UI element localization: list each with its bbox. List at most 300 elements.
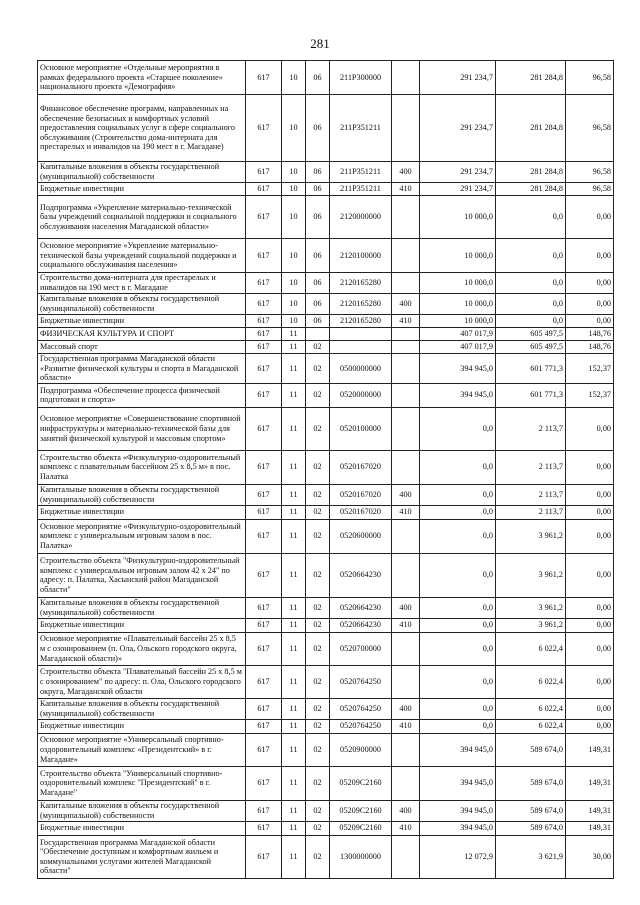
cell-rz: 10 — [282, 294, 306, 315]
cell-csr: 0520764250 — [330, 719, 392, 733]
row-name: Строительство дома-интерната для престарелых и инвалидов на 190 мест в г. Магадане — [38, 273, 246, 294]
cell-ved: 617 — [246, 505, 282, 519]
cell-actual-amount: 589 674,0 — [496, 766, 566, 800]
cell-csr: 211P351211 — [330, 183, 392, 196]
cell-percent: 152,37 — [566, 354, 614, 384]
cell-percent: 0,00 — [566, 315, 614, 328]
cell-pr: 02 — [306, 407, 330, 450]
cell-ved: 617 — [246, 719, 282, 733]
cell-rz: 11 — [282, 766, 306, 800]
table-row — [38, 800, 614, 821]
cell-percent: 152,37 — [566, 383, 614, 407]
cell-ved: 617 — [246, 519, 282, 553]
cell-csr: 0520167020 — [330, 505, 392, 519]
cell-plan-amount: 0,0 — [420, 618, 496, 632]
cell-plan-amount: 10 000,0 — [420, 239, 496, 273]
cell-percent: 0,00 — [566, 294, 614, 315]
cell-percent: 96,58 — [566, 183, 614, 196]
cell-vr — [392, 766, 420, 800]
row-name: Капитальные вложения в объекты государственной (муниципальной) собственности — [38, 162, 246, 183]
row-name: Строительство объекта "Физкультурно-оздоровительный комплекс с универсальным игровым залом 42 х 24" по адресу: п. Палатка, Хасынский район Магаданской области" — [38, 553, 246, 597]
cell-plan-amount: 0,0 — [420, 407, 496, 450]
cell-plan-amount: 0,0 — [420, 719, 496, 733]
cell-percent: 0,00 — [566, 665, 614, 698]
cell-rz: 11 — [282, 505, 306, 519]
table-row — [38, 196, 614, 239]
cell-rz: 11 — [282, 354, 306, 384]
table-row — [38, 273, 614, 294]
cell-ved: 617 — [246, 328, 282, 341]
cell-pr: 02 — [306, 383, 330, 407]
cell-csr: 2120165280 — [330, 273, 392, 294]
cell-actual-amount: 0,0 — [496, 315, 566, 328]
cell-csr: 0520167020 — [330, 484, 392, 505]
cell-rz: 10 — [282, 95, 306, 162]
row-name: Капитальные вложения в объекты государственной (муниципальной) собственности — [38, 597, 246, 618]
cell-ved: 617 — [246, 597, 282, 618]
cell-vr — [392, 273, 420, 294]
cell-plan-amount: 10 000,0 — [420, 315, 496, 328]
cell-pr: 02 — [306, 665, 330, 698]
cell-percent: 30,00 — [566, 835, 614, 878]
table-row — [38, 553, 614, 597]
cell-actual-amount: 6 022,4 — [496, 665, 566, 698]
cell-percent: 149,31 — [566, 766, 614, 800]
cell-pr: 02 — [306, 505, 330, 519]
cell-rz: 11 — [282, 484, 306, 505]
cell-csr: 211P351211 — [330, 162, 392, 183]
table-row — [38, 354, 614, 384]
cell-csr — [330, 328, 392, 341]
cell-pr: 02 — [306, 484, 330, 505]
cell-actual-amount: 3 961,2 — [496, 618, 566, 632]
cell-ved: 617 — [246, 632, 282, 665]
cell-vr — [392, 196, 420, 239]
cell-vr — [392, 341, 420, 354]
cell-csr: 0520600000 — [330, 519, 392, 553]
cell-ved: 617 — [246, 450, 282, 484]
table-row — [38, 484, 614, 505]
table-row — [38, 519, 614, 553]
cell-pr: 06 — [306, 196, 330, 239]
cell-csr: 0520700000 — [330, 632, 392, 665]
cell-ved: 617 — [246, 315, 282, 328]
cell-csr: 0500000000 — [330, 354, 392, 384]
table-row — [38, 719, 614, 733]
cell-csr: 2120165280 — [330, 315, 392, 328]
table-row — [38, 632, 614, 665]
cell-rz: 11 — [282, 519, 306, 553]
cell-csr: 0520764250 — [330, 665, 392, 698]
cell-rz: 11 — [282, 632, 306, 665]
cell-plan-amount: 291 234,7 — [420, 61, 496, 95]
cell-vr: 400 — [392, 698, 420, 719]
cell-percent: 96,58 — [566, 162, 614, 183]
cell-actual-amount: 3 961,2 — [496, 553, 566, 597]
cell-ved: 617 — [246, 618, 282, 632]
cell-csr: 0520167020 — [330, 450, 392, 484]
cell-pr: 02 — [306, 519, 330, 553]
table-row — [38, 766, 614, 800]
cell-ved: 617 — [246, 196, 282, 239]
cell-ved: 617 — [246, 239, 282, 273]
table-row — [38, 95, 614, 162]
cell-percent: 0,00 — [566, 618, 614, 632]
cell-actual-amount: 281 284,8 — [496, 162, 566, 183]
row-name: Капитальные вложения в объекты государственной (муниципальной) собственности — [38, 294, 246, 315]
row-name: Подпрограмма «Обеспечение процесса физической подготовки и спорта» — [38, 383, 246, 407]
cell-percent: 0,00 — [566, 484, 614, 505]
cell-ved: 617 — [246, 766, 282, 800]
cell-percent: 0,00 — [566, 273, 614, 294]
cell-plan-amount: 291 234,7 — [420, 95, 496, 162]
row-name: Государственная программа Магаданской области "Обеспечение доступным и комфортным жильем и коммунальными услугами жителей Магаданской области" — [38, 835, 246, 878]
cell-percent: 149,31 — [566, 800, 614, 821]
cell-csr: 0520100000 — [330, 407, 392, 450]
cell-vr — [392, 407, 420, 450]
cell-pr: 06 — [306, 95, 330, 162]
row-name: Основное мероприятие «Отдельные мероприятия в рамках федерального проекта «Старшее поколение» национального проекта «Демография» — [38, 61, 246, 95]
cell-csr: 05209С2160 — [330, 766, 392, 800]
cell-pr: 02 — [306, 766, 330, 800]
cell-percent: 0,00 — [566, 597, 614, 618]
cell-actual-amount: 0,0 — [496, 294, 566, 315]
cell-plan-amount: 394 945,0 — [420, 383, 496, 407]
table-row — [38, 315, 614, 328]
table-row — [38, 183, 614, 196]
row-name: Основное мероприятие «Физкультурно-оздоровительный комплекс с универсальным игровым залом в пос. Палатка» — [38, 519, 246, 553]
cell-vr — [392, 519, 420, 553]
cell-csr: 211P300000 — [330, 61, 392, 95]
row-name: Бюджетные инвестиции — [38, 821, 246, 835]
row-name: Основное мероприятие «Универсальный спортивно-оздоровительный комплекс «Президентский» в г. Магадане» — [38, 733, 246, 766]
cell-actual-amount: 2 113,7 — [496, 450, 566, 484]
cell-actual-amount: 0,0 — [496, 239, 566, 273]
cell-pr: 06 — [306, 239, 330, 273]
cell-ved: 617 — [246, 800, 282, 821]
cell-ved: 617 — [246, 484, 282, 505]
cell-rz: 11 — [282, 698, 306, 719]
cell-vr — [392, 383, 420, 407]
cell-actual-amount: 3 961,2 — [496, 597, 566, 618]
cell-rz: 11 — [282, 597, 306, 618]
cell-vr — [392, 95, 420, 162]
row-name: ФИЗИЧЕСКАЯ КУЛЬТУРА И СПОРТ — [38, 328, 246, 341]
cell-rz: 11 — [282, 328, 306, 341]
cell-ved: 617 — [246, 553, 282, 597]
cell-actual-amount: 2 113,7 — [496, 484, 566, 505]
cell-ved: 617 — [246, 821, 282, 835]
cell-vr: 400 — [392, 800, 420, 821]
cell-pr: 02 — [306, 597, 330, 618]
table-row — [38, 618, 614, 632]
cell-vr — [392, 328, 420, 341]
cell-plan-amount: 394 945,0 — [420, 821, 496, 835]
cell-percent: 148,76 — [566, 328, 614, 341]
cell-plan-amount: 291 234,7 — [420, 183, 496, 196]
cell-ved: 617 — [246, 354, 282, 384]
cell-plan-amount: 10 000,0 — [420, 196, 496, 239]
cell-csr: 0520664230 — [330, 597, 392, 618]
cell-vr: 410 — [392, 821, 420, 835]
cell-plan-amount: 407 017,9 — [420, 341, 496, 354]
cell-actual-amount: 0,0 — [496, 196, 566, 239]
cell-rz: 11 — [282, 407, 306, 450]
table-row — [38, 61, 614, 95]
cell-vr — [392, 733, 420, 766]
cell-pr: 02 — [306, 553, 330, 597]
table-row — [38, 505, 614, 519]
cell-percent: 148,76 — [566, 341, 614, 354]
cell-actual-amount: 281 284,8 — [496, 183, 566, 196]
row-name: Капитальные вложения в объекты государственной (муниципальной) собственности — [38, 800, 246, 821]
row-name: Бюджетные инвестиции — [38, 618, 246, 632]
cell-pr: 06 — [306, 315, 330, 328]
cell-csr: 0520900000 — [330, 733, 392, 766]
cell-pr: 02 — [306, 719, 330, 733]
page-number: 281 — [310, 36, 330, 51]
cell-rz: 11 — [282, 835, 306, 878]
cell-rz: 11 — [282, 341, 306, 354]
cell-plan-amount: 394 945,0 — [420, 354, 496, 384]
cell-rz: 11 — [282, 800, 306, 821]
cell-csr: 2120100000 — [330, 239, 392, 273]
cell-vr — [392, 450, 420, 484]
row-name: Капитальные вложения в объекты государственной (муниципальной) собственности — [38, 698, 246, 719]
cell-vr — [392, 665, 420, 698]
cell-rz: 10 — [282, 273, 306, 294]
cell-vr — [392, 835, 420, 878]
cell-plan-amount: 0,0 — [420, 519, 496, 553]
cell-plan-amount: 0,0 — [420, 553, 496, 597]
cell-plan-amount: 0,0 — [420, 505, 496, 519]
cell-plan-amount: 394 945,0 — [420, 800, 496, 821]
cell-rz: 10 — [282, 196, 306, 239]
cell-pr: 06 — [306, 273, 330, 294]
cell-pr: 02 — [306, 618, 330, 632]
cell-plan-amount: 394 945,0 — [420, 766, 496, 800]
cell-percent: 0,00 — [566, 553, 614, 597]
cell-plan-amount: 10 000,0 — [420, 294, 496, 315]
cell-csr: 2120000000 — [330, 196, 392, 239]
table-row — [38, 698, 614, 719]
cell-actual-amount: 3 961,2 — [496, 519, 566, 553]
cell-actual-amount: 281 284,8 — [496, 61, 566, 95]
cell-ved: 617 — [246, 733, 282, 766]
row-name: Строительство объекта "Плавательный бассейн 25 х 8,5 м с озонированием" по адресу: п. Ола, Ольского городского округа, Магаданской области — [38, 665, 246, 698]
cell-rz: 10 — [282, 315, 306, 328]
cell-ved: 617 — [246, 665, 282, 698]
table-row — [38, 239, 614, 273]
table-row — [38, 341, 614, 354]
cell-percent: 0,00 — [566, 196, 614, 239]
cell-csr: 0520664230 — [330, 618, 392, 632]
cell-csr: 1300000000 — [330, 835, 392, 878]
row-name: Массовый спорт — [38, 341, 246, 354]
cell-ved: 617 — [246, 294, 282, 315]
cell-vr — [392, 239, 420, 273]
cell-csr: 0520000000 — [330, 383, 392, 407]
cell-vr — [392, 61, 420, 95]
cell-csr: 05209С2160 — [330, 800, 392, 821]
cell-csr: 2120165280 — [330, 294, 392, 315]
cell-ved: 617 — [246, 835, 282, 878]
cell-ved: 617 — [246, 95, 282, 162]
cell-plan-amount: 0,0 — [420, 597, 496, 618]
cell-actual-amount: 605 497,5 — [496, 341, 566, 354]
cell-ved: 617 — [246, 341, 282, 354]
cell-vr: 400 — [392, 484, 420, 505]
row-name: Бюджетные инвестиции — [38, 315, 246, 328]
table-row — [38, 835, 614, 878]
cell-plan-amount: 0,0 — [420, 450, 496, 484]
cell-rz: 11 — [282, 665, 306, 698]
cell-csr: 0520764250 — [330, 698, 392, 719]
cell-vr — [392, 632, 420, 665]
cell-rz: 10 — [282, 61, 306, 95]
cell-vr: 400 — [392, 597, 420, 618]
table-row — [38, 450, 614, 484]
cell-actual-amount: 605 497,5 — [496, 328, 566, 341]
table-row — [38, 294, 614, 315]
row-name: Строительство объекта "Универсальный спортивно-оздоровительный комплекс "Президентский" в г. Магадане" — [38, 766, 246, 800]
row-name: Основное мероприятие «Совершенствование спортивной инфраструктуры и материально-технической базы для занятий физической культурой и массовым спортом» — [38, 407, 246, 450]
row-name: Подпрограмма «Укрепление материально-технической базы учреждений социальной поддержки и социального обслуживания населения Магаданской области» — [38, 196, 246, 239]
table-row — [38, 383, 614, 407]
cell-actual-amount: 601 771,3 — [496, 354, 566, 384]
cell-vr: 410 — [392, 618, 420, 632]
cell-percent: 0,00 — [566, 239, 614, 273]
cell-csr: 0520664230 — [330, 553, 392, 597]
cell-vr: 410 — [392, 719, 420, 733]
cell-actual-amount: 2 113,7 — [496, 505, 566, 519]
cell-pr: 02 — [306, 450, 330, 484]
table-row — [38, 821, 614, 835]
cell-pr: 02 — [306, 821, 330, 835]
cell-csr: 05209С2160 — [330, 821, 392, 835]
cell-actual-amount: 3 621,9 — [496, 835, 566, 878]
table-row — [38, 597, 614, 618]
cell-ved: 617 — [246, 273, 282, 294]
cell-plan-amount: 291 234,7 — [420, 162, 496, 183]
cell-actual-amount: 589 674,0 — [496, 800, 566, 821]
cell-rz: 11 — [282, 821, 306, 835]
cell-actual-amount: 0,0 — [496, 273, 566, 294]
cell-plan-amount: 0,0 — [420, 484, 496, 505]
cell-actual-amount: 2 113,7 — [496, 407, 566, 450]
cell-percent: 96,58 — [566, 61, 614, 95]
cell-pr: 06 — [306, 162, 330, 183]
cell-plan-amount: 394 945,0 — [420, 733, 496, 766]
cell-pr: 02 — [306, 733, 330, 766]
cell-csr: 211P351211 — [330, 95, 392, 162]
budget-table-body — [38, 61, 614, 879]
cell-rz: 10 — [282, 183, 306, 196]
row-name: Основное мероприятие «Плавательный бассейн 25 х 8,5 м с озонированием (п. Ола, Ольского городского округа, Магаданской области)» — [38, 632, 246, 665]
cell-percent: 0,00 — [566, 519, 614, 553]
cell-pr: 02 — [306, 354, 330, 384]
row-name: Финансовое обеспечение программ, направленных на обеспечение безопасных и комфортных условий предоставления социальных услуг в сфере социального обслуживания (Строительство дома-интерната для престарелых и инвалидов на 190 мест в г. Магадане) — [38, 95, 246, 162]
cell-plan-amount: 10 000,0 — [420, 273, 496, 294]
table-row — [38, 733, 614, 766]
cell-ved: 617 — [246, 162, 282, 183]
cell-percent: 0,00 — [566, 407, 614, 450]
row-name: Государственная программа Магаданской области «Развитие физической культуры и спорта в Магаданской области» — [38, 354, 246, 384]
cell-ved: 617 — [246, 407, 282, 450]
cell-percent: 0,00 — [566, 450, 614, 484]
row-name: Бюджетные инвестиции — [38, 505, 246, 519]
cell-pr: 02 — [306, 341, 330, 354]
cell-pr: 02 — [306, 800, 330, 821]
cell-percent: 96,58 — [566, 95, 614, 162]
row-name: Строительство объекта «Физкультурно-оздоровительный комплекс с плавательным бассейном 25 х 8,5 м» в пос. Палатка — [38, 450, 246, 484]
cell-vr — [392, 354, 420, 384]
row-name: Капитальные вложения в объекты государственной (муниципальной) собственности — [38, 484, 246, 505]
cell-vr — [392, 553, 420, 597]
cell-pr: 02 — [306, 835, 330, 878]
cell-pr: 06 — [306, 294, 330, 315]
cell-vr: 410 — [392, 183, 420, 196]
cell-plan-amount: 0,0 — [420, 632, 496, 665]
cell-rz: 11 — [282, 450, 306, 484]
cell-ved: 617 — [246, 61, 282, 95]
cell-rz: 10 — [282, 239, 306, 273]
cell-pr: 06 — [306, 183, 330, 196]
table-row — [38, 162, 614, 183]
cell-vr: 400 — [392, 162, 420, 183]
cell-rz: 11 — [282, 719, 306, 733]
cell-actual-amount: 6 022,4 — [496, 698, 566, 719]
row-name: Бюджетные инвестиции — [38, 183, 246, 196]
cell-ved: 617 — [246, 183, 282, 196]
table-row — [38, 407, 614, 450]
cell-rz: 10 — [282, 162, 306, 183]
table-row — [38, 328, 614, 341]
cell-pr: 02 — [306, 632, 330, 665]
cell-actual-amount: 589 674,0 — [496, 733, 566, 766]
cell-actual-amount: 601 771,3 — [496, 383, 566, 407]
cell-rz: 11 — [282, 383, 306, 407]
cell-percent: 0,00 — [566, 698, 614, 719]
cell-rz: 11 — [282, 553, 306, 597]
cell-rz: 11 — [282, 733, 306, 766]
cell-pr — [306, 328, 330, 341]
cell-plan-amount: 0,0 — [420, 665, 496, 698]
cell-percent: 0,00 — [566, 505, 614, 519]
cell-ved: 617 — [246, 383, 282, 407]
cell-percent: 149,31 — [566, 821, 614, 835]
cell-plan-amount: 407 017,9 — [420, 328, 496, 341]
cell-csr — [330, 341, 392, 354]
cell-vr: 410 — [392, 315, 420, 328]
cell-rz: 11 — [282, 618, 306, 632]
cell-plan-amount: 12 072,9 — [420, 835, 496, 878]
budget-table — [37, 60, 614, 879]
cell-actual-amount: 281 284,8 — [496, 95, 566, 162]
cell-ved: 617 — [246, 698, 282, 719]
cell-actual-amount: 6 022,4 — [496, 632, 566, 665]
cell-actual-amount: 589 674,0 — [496, 821, 566, 835]
row-name: Бюджетные инвестиции — [38, 719, 246, 733]
cell-actual-amount: 6 022,4 — [496, 719, 566, 733]
cell-pr: 02 — [306, 698, 330, 719]
cell-vr: 410 — [392, 505, 420, 519]
row-name: Основное мероприятие «Укрепление материально-технической базы учреждений социальной поддержки и социального обслуживания населения» — [38, 239, 246, 273]
cell-percent: 149,31 — [566, 733, 614, 766]
cell-plan-amount: 0,0 — [420, 698, 496, 719]
cell-percent: 0,00 — [566, 719, 614, 733]
cell-percent: 0,00 — [566, 632, 614, 665]
